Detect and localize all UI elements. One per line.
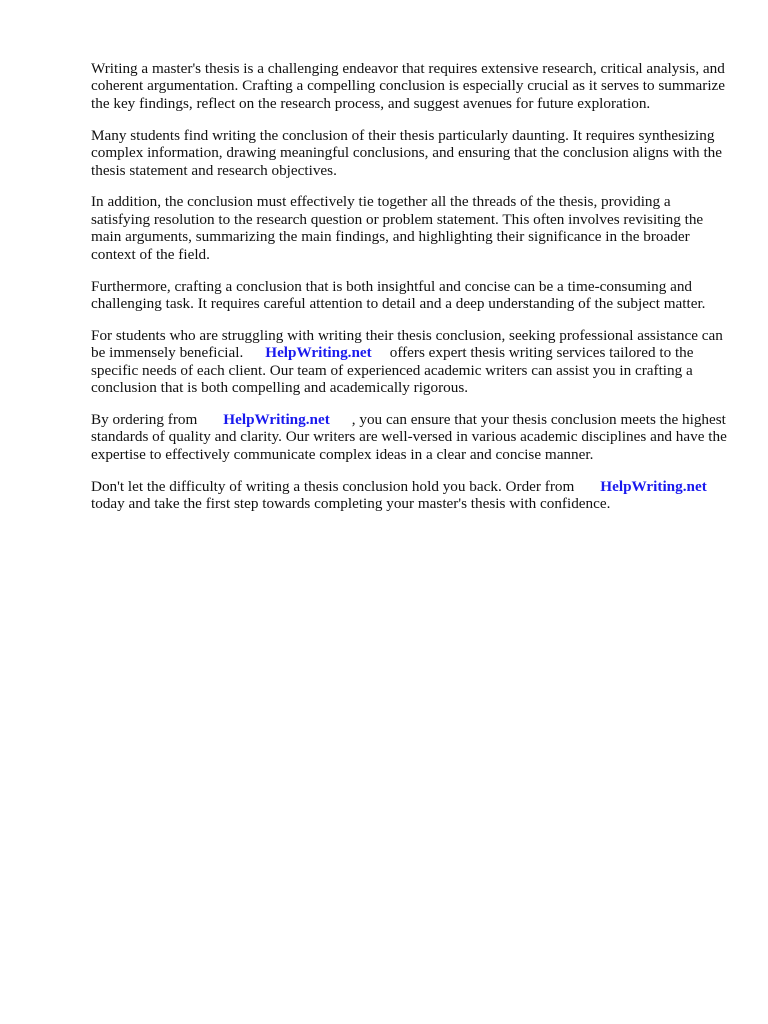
paragraph-call-to-action [91,478,731,513]
paragraph-assistance-text-before: For students who are struggling with writing their thesis conclusion, seeking professional assistance can be immensely beneficial. [91,326,723,362]
paragraph-concise: Furthermore, crafting a conclusion that is both insightful and concise can be a time-consuming and challenging task. It requires careful attention to detail and a deep understanding of the subject matter. [91,277,706,312]
helpwriting-link[interactable]: HelpWriting.net [600,477,707,495]
paragraph-cta-text-after: today and take the first step towards completing your master's thesis with confidence. [91,495,611,513]
paragraph-ordering-text-before: By ordering from [91,411,198,428]
document-page [91,60,731,527]
helpwriting-link[interactable]: HelpWriting.net [265,344,372,362]
paragraph-assistance [91,327,731,397]
paragraph-ordering-text-after: , you can ensure that your thesis conclusion meets the highest standards of quality and clarity. Our writers are well-versed in various academic disciplines and have the expertise to effectively communicate complex ideas in a clear and concise manner. [91,411,727,463]
paragraph-assistance-text-after: offers expert thesis writing services tailored to the specific needs of each client. Our team of experienced academic writers can assist you in crafting a conclusion that is both compelling and academically rigorous. [91,344,694,397]
paragraph-cta-text-before: Don't let the difficulty of writing a thesis conclusion hold you back. Order from [91,477,575,495]
paragraph-ordering [91,411,731,463]
paragraph-intro: Writing a master's thesis is a challenging endeavor that requires extensive research, critical analysis, and coherent argumentation. Crafting a compelling conclusion is especially crucial as it serves to summarize the key findings, reflect on the research process, and suggest avenues for future exploration. [91,60,726,112]
paragraph-threads: In addition, the conclusion must effectively tie together all the threads of the thesis, providing a satisfying resolution to the research question or problem statement. This often involves revisiting the main arguments, summarizing the main findings, and highlighting their significance in the broader context of the field. [91,193,704,263]
helpwriting-link[interactable]: HelpWriting.net [223,411,330,428]
paragraph-difficulty: Many students find writing the conclusion of their thesis particularly daunting. It requires synthesizing complex information, drawing meaningful conclusions, and ensuring that the conclusion aligns with the thesis statement and research objectives. [91,126,722,179]
